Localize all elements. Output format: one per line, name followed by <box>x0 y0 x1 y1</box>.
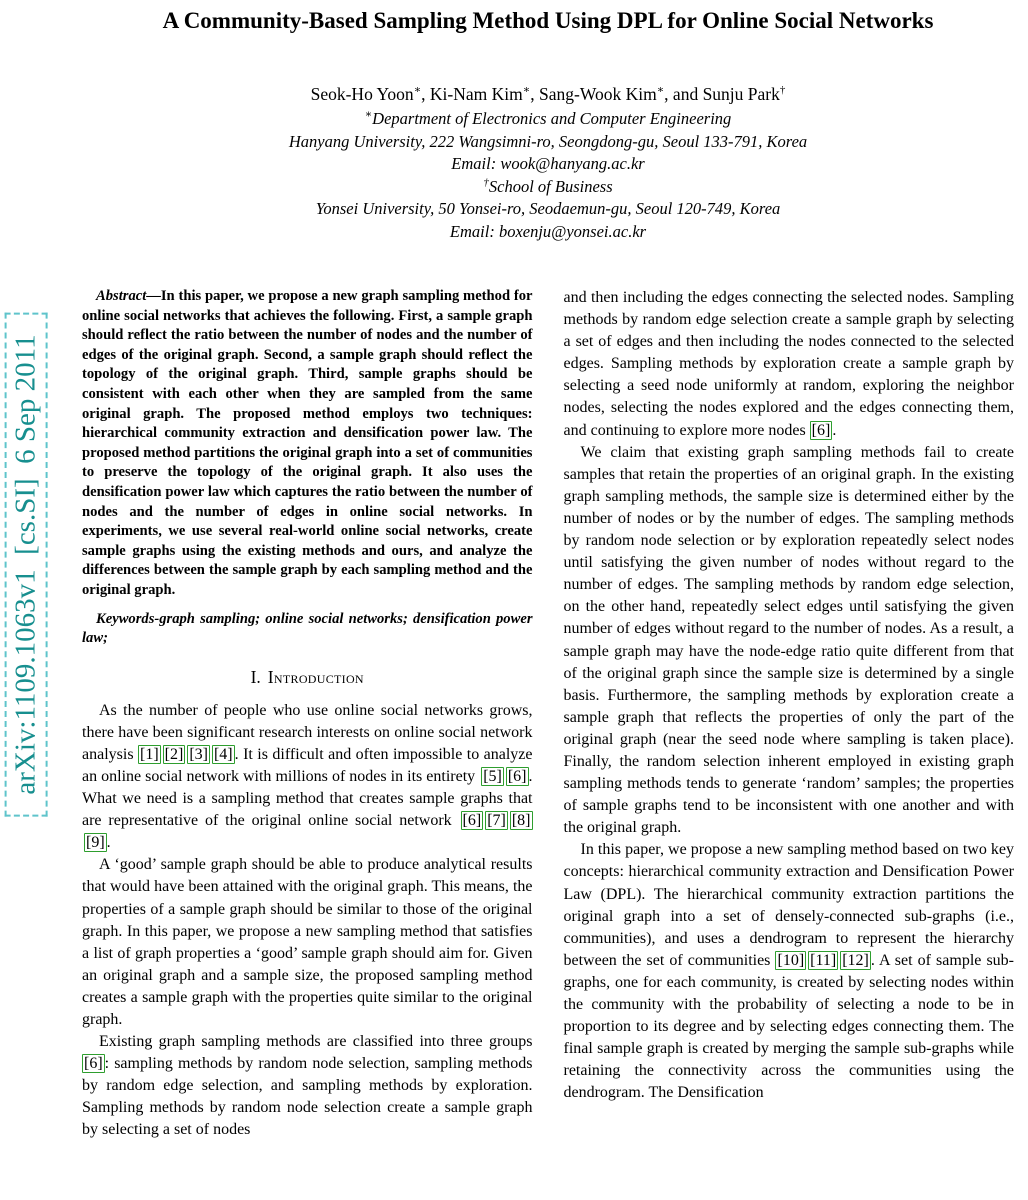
citation-link[interactable]: [4] <box>213 745 233 763</box>
citation-link[interactable]: [7] <box>487 812 506 830</box>
abstract: Abstract—In this paper, we propose a new graph sampling method for online social networks that achieves the following. First, a sample graph should reflect the ratio between the number of nodes and the number of edges of the original graph. Second, a sample graph should reflect the topology of the original graph. Third, sample graphs should be consistent with each other when they are sampled from the same original graph. The proposed method employs two techniques: hierarchical community extraction and densification power law. The proposed method partitions the original graph into a set of communities to preserve the topology of the original graph. It also uses the densification power law which captures the ratio between the number of nodes and the number of edges in online social networks. In experiments, we use several real-world online social networks, create sample graphs using the existing methods and ours, and analyze the differences between the sample graph by each sampling method and the original graph. <box>82 288 533 598</box>
affiliation-line: Email: boxenju@yonsei.ac.kr <box>449 221 647 241</box>
affiliation-line: Yonsei University, 50 Yonsei-ro, Seodaemun-gu, Seoul 120-749, Korea <box>315 199 781 218</box>
affiliation-line: Hanyang University, 222 Wangsimni-ro, Seongdong-gu, Seoul 133-791, Korea <box>288 131 808 151</box>
affiliation-mark: † <box>483 176 489 188</box>
citation-link[interactable]: [10] <box>777 951 805 969</box>
citation-link[interactable]: [1] <box>140 745 159 763</box>
right-column-paragraphs <box>564 287 1015 1104</box>
paragraph: Existing graph sampling methods are classified into three groups [6] : sampling methods by random node selection, sampling methods by random edge selection, and sampling methods by exploration. Sampling methods by random node selection create a sample graph by selecting a set of nodes <box>82 1033 533 1139</box>
paper-title: A Community-Based Sampling Method Using DPL for Online Social Networks <box>162 8 934 33</box>
citation-link[interactable]: [11] <box>810 951 837 969</box>
affiliation-line: Email: wook@hanyang.ac.kr <box>451 154 645 173</box>
section-title: Introduction <box>267 666 364 687</box>
citation-link[interactable]: [6] <box>811 421 831 439</box>
citation-link[interactable]: [2] <box>164 745 184 763</box>
author-line: Seok-Ho Yoon∗, Ki-Nam Kim∗, Sang-Wook Kim∗, and Sunju Park† <box>310 84 786 104</box>
citation-link[interactable]: [5] <box>483 767 502 785</box>
citation-link[interactable]: [6] <box>507 767 527 785</box>
paragraph: We claim that existing graph sampling methods fail to create samples that retain the properties of an original graph. In the existing graph sampling methods, the sample size is determined either by the number of nodes or by the number of edges. The sampling methods by random node selection or by exploration repeatedly select nodes until satisfying the given number of nodes without regard to the number of edges. The sampling methods by random edge selection, on the other hand, repeatedly select edges until satisfying the given number of edges without regard to the number of nodes. As a result, a sample graph may have the node-edge ratio quite different from that of the original graph since the sample size is determined by a single basis. Furthermore, the sampling methods by exploration create a sample graph that reflects the properties of only the part of the original graph (near the seed node where sampling is taken place). Finally, the random selection inherent employed in existing graph sampling methods tends to generate ‘random’ samples; the properties of sample graphs tend to be inconsistent with one another and with the original graph. <box>563 443 1014 837</box>
paper-header <box>82 8 1014 243</box>
citation-link[interactable]: [3] <box>189 745 208 763</box>
affiliation-mark: ∗ <box>413 84 422 97</box>
citation-link[interactable]: [6] <box>84 1055 103 1073</box>
section-number: I. <box>250 666 261 687</box>
paragraph: As the number of people who use online social networks grows, there have been significant research interests on online social network analysis [1] [2] [3] [4] . It is difficult and often impossible to analyze an online social network with millions of nodes in its entirety [5] [6] . What we need is a sampling method that creates sample graphs that are representative of the original online social network [6] [7] [8][9] . <box>82 701 533 852</box>
paragraph: A ‘good’ sample graph should be able to produce analytical results that would have been attained with the original graph. This means, the properties of a sample graph should be similar to those of the original graph. In this paper, we propose a new sampling method that satisfies a list of graph properties a ‘good’ sample graph should aim for. Given an original graph and a sample size, the proposed sampling method creates a sample graph with the properties quite similar to the original graph. <box>82 856 533 1028</box>
paragraph: In this paper, we propose a new sampling method based on two key concepts: hierarchical community extraction and Densification Power Law (DPL). The hierarchical community extraction partitions the original graph into a set of densely-connected sub-graphs (i.e., communities), and uses a dendrogram to represent the hierarchy between the set of communities [10] [11] [12] . A set of sample sub-graphs, one for each community, is created by selecting nodes within the community with the probability of selecting a node to be in proportion to its degree and by selecting edges connecting them. The final sample graph is created by merging the sample sub-graphs while retaining the connectivity across the communities using the dendrogram. The Densification <box>563 841 1015 1102</box>
affiliation-line: †School of Business <box>483 176 613 196</box>
two-column-body <box>82 287 1014 1142</box>
arxiv-watermark <box>0 244 52 884</box>
citation-link[interactable]: [8] <box>511 812 531 830</box>
affiliation-mark: ∗ <box>656 84 665 97</box>
left-column-paragraphs <box>82 700 533 1142</box>
affiliations-block <box>82 108 1014 243</box>
citation-link[interactable]: [12] <box>842 951 869 969</box>
left-column <box>82 287 533 1142</box>
right-column <box>564 287 1015 1142</box>
keywords: Keywords-graph sampling; online social networks; densification power law; <box>82 610 533 647</box>
citation-link[interactable]: [9] <box>86 834 105 852</box>
affiliation-mark: † <box>779 84 786 97</box>
arxiv-id-label: arXiv:1109.1063v1 [cs.SI] 6 Sep 2011 <box>5 312 48 816</box>
paragraph: and then including the edges connecting the selected nodes. Sampling methods by random edge selection create a sample graph by selecting a set of edges and then including the nodes connected to the selected edges. Sampling methods by exploration create a sample graph by selecting a seed node uniformly at random, exploring the neighbor nodes, selecting the nodes explored and the edges connecting them, and continuing to explore more nodes [6] . <box>563 289 1014 439</box>
affiliation-mark: ∗ <box>364 108 373 121</box>
affiliation-line: ∗Department of Electronics and Computer Engineering <box>364 108 732 128</box>
section-heading-introduction <box>82 667 533 688</box>
affiliation-mark: ∗ <box>522 84 531 97</box>
citation-link[interactable]: [6] <box>462 812 482 830</box>
